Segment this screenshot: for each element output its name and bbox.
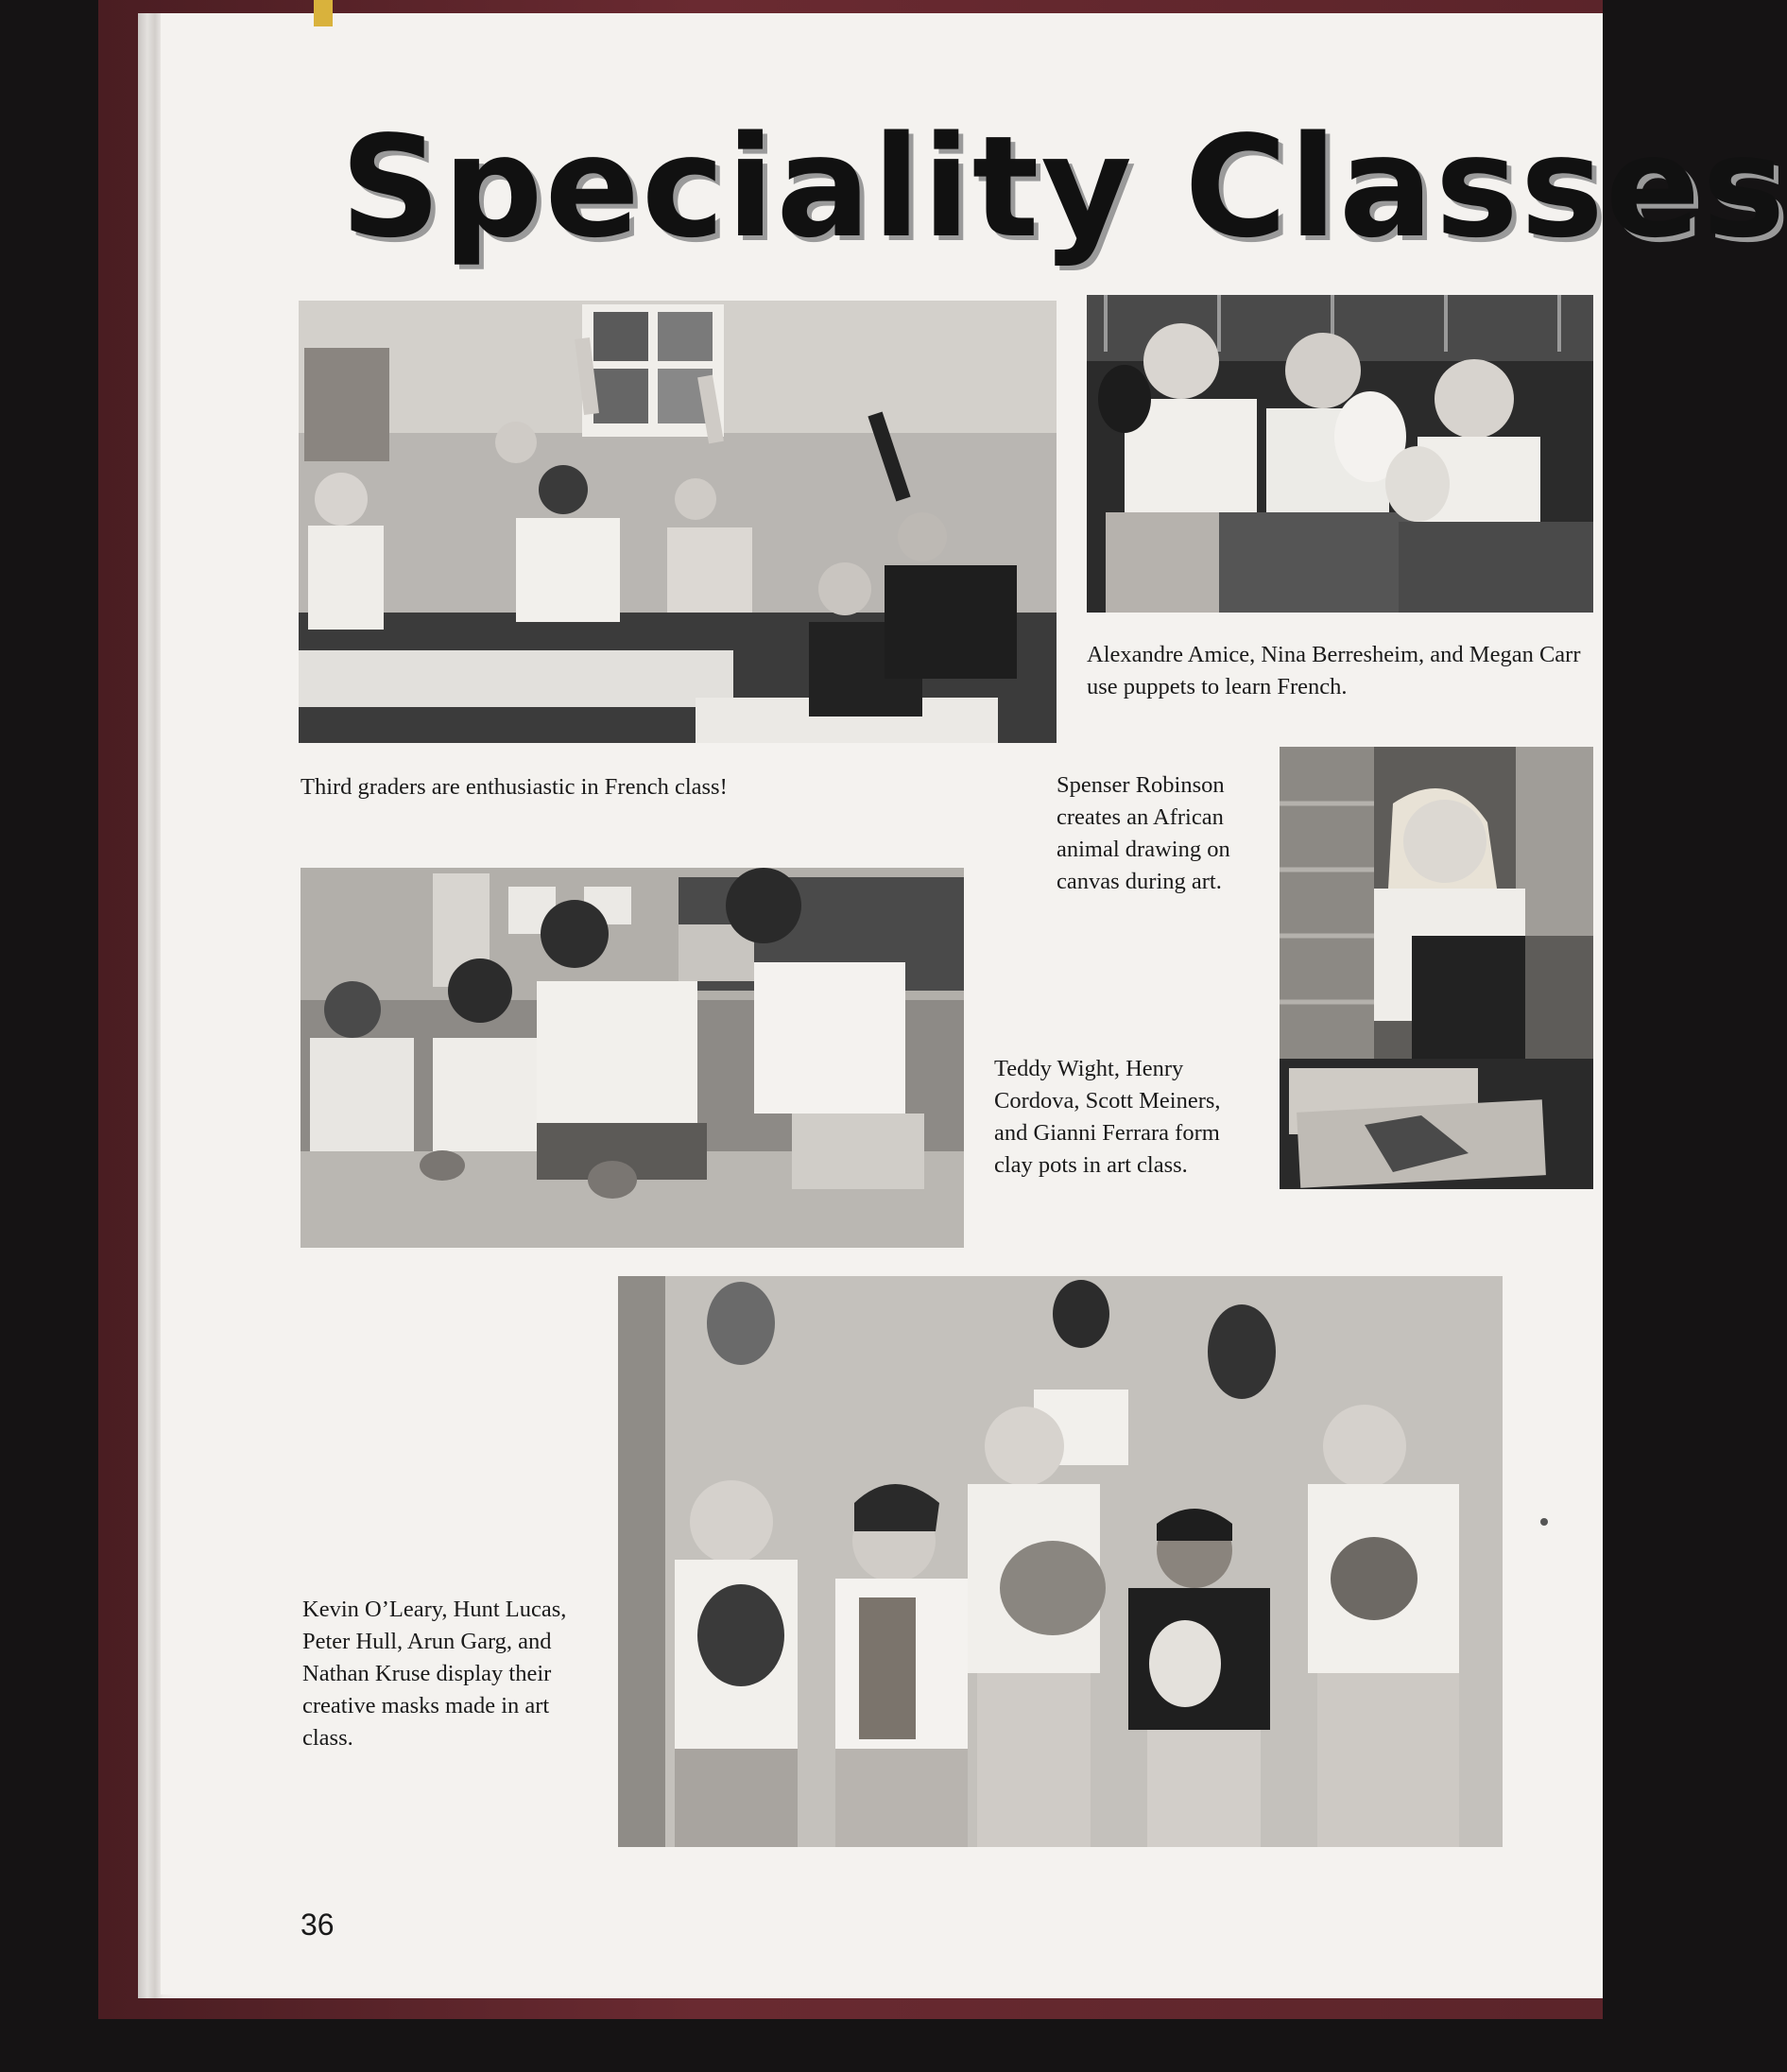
page-number: 36 [301,1908,335,1942]
french-class-photo [299,301,1057,743]
page-speck [1540,1518,1548,1526]
french-class-caption: Third graders are enthusiastic in French class! [301,774,728,800]
clay-pots-photo [301,868,964,1248]
puppets-caption: Alexandre Amice, Nina Berresheim, and Megan Carr use puppets to learn French. [1087,642,1581,699]
masks-photo [618,1276,1503,1847]
african-animal-drawing-caption: Spenser Robinson creates an African animal drawing on canvas during art. [1057,772,1230,894]
african-animal-drawing-photo [1280,747,1593,1189]
clay-pots-caption: Teddy Wight, Henry Cordova, Scott Meiners, and Gianni Ferrara form clay pots in art class. [994,1056,1221,1178]
puppets-photo [1087,295,1593,613]
bookmark-ribbon [314,0,333,26]
masks-caption: Kevin O’Leary, Hunt Lucas, Peter Hull, Arun Garg, and Nathan Kruse display their creative masks made in art class. [302,1597,567,1751]
page-title: Speciality Classes [340,106,1787,268]
